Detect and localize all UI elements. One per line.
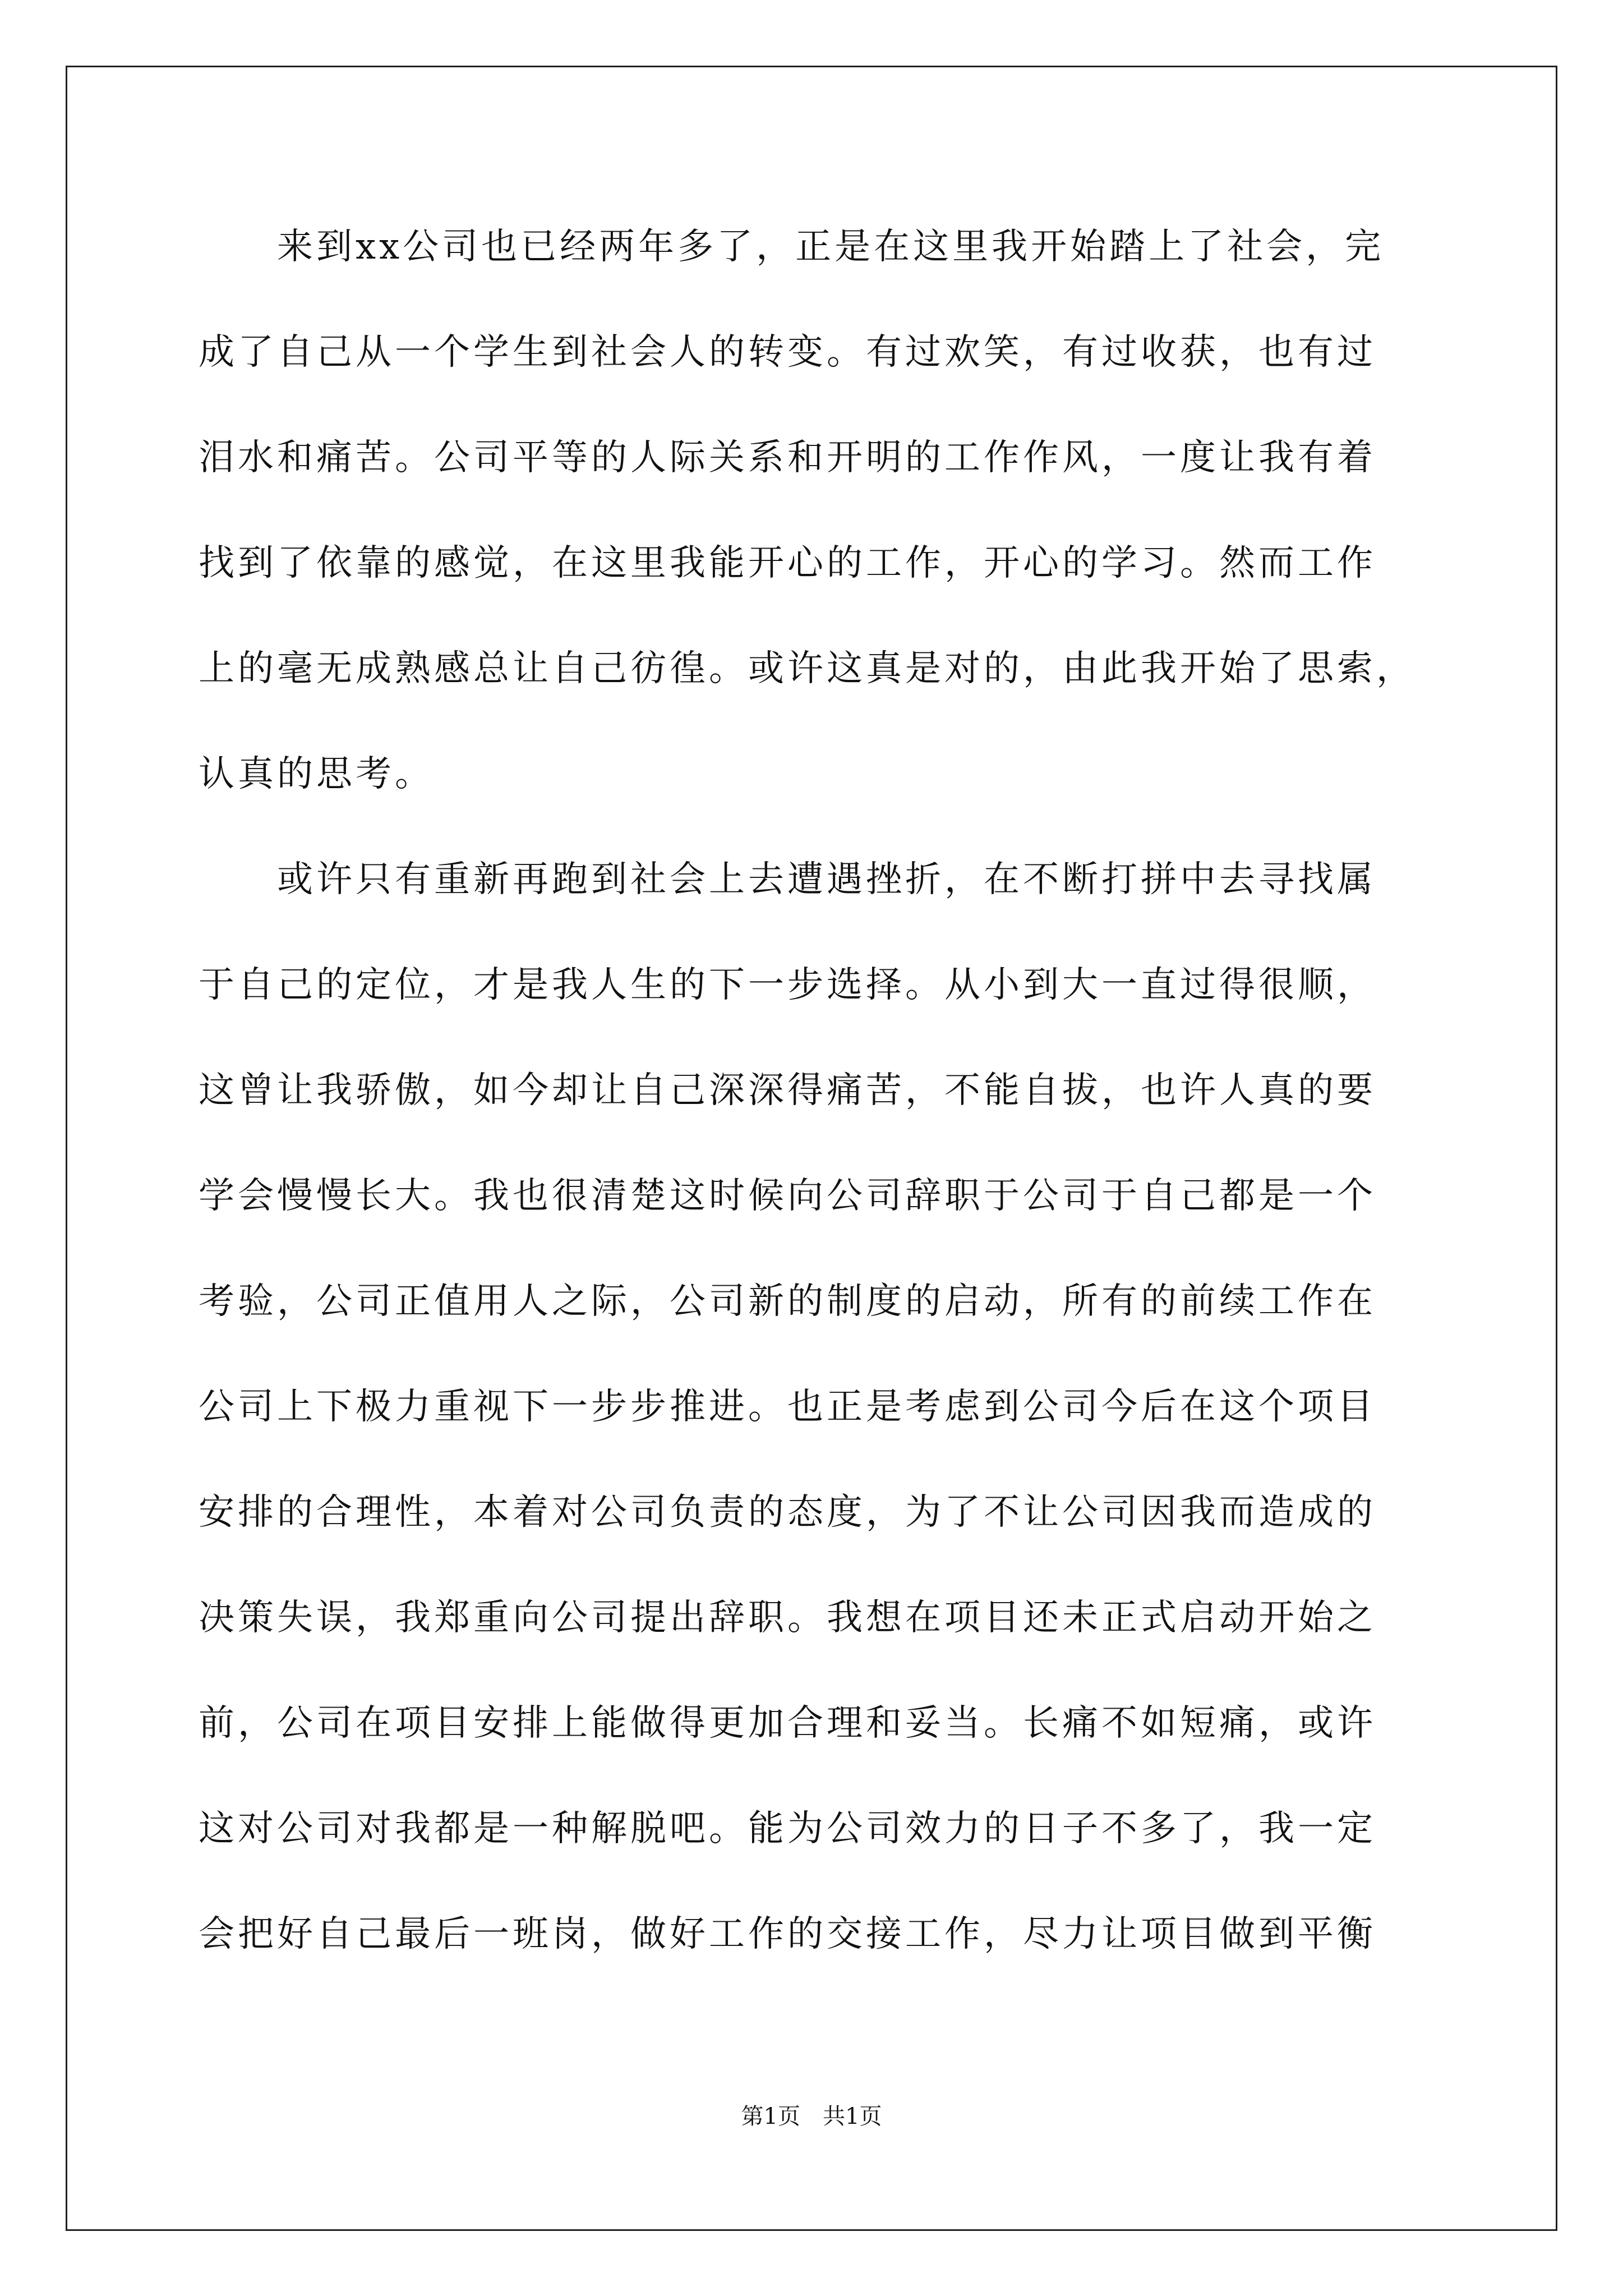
text-line: 上的毫无成熟感总让自己彷徨。或许这真是对的，由此我开始了思索， — [199, 648, 1415, 689]
text-line: 这曾让我骄傲，如今却让自己深深得痛苦，不能自拔，也许人真的要 — [199, 1070, 1376, 1111]
text-line: 会把好自己最后一班岗，做好工作的交接工作，尽力让项目做到平衡 — [199, 1913, 1376, 1955]
page-number-footer: 第1页 共1页 — [741, 2104, 882, 2129]
text-line: 这对公司对我都是一种解脱吧。能为公司效力的日子不多了，我一定 — [199, 1808, 1376, 1849]
text-line: 泪水和痛苦。公司平等的人际关系和开明的工作作风，一度让我有着 — [199, 437, 1376, 478]
text-line: 找到了依靠的感觉，在这里我能开心的工作，开心的学习。然而工作 — [199, 542, 1376, 584]
text-line: 或许只有重新再跑到社会上去遭遇挫折，在不断打拼中去寻找属 — [199, 859, 1376, 900]
text-line: 公司上下极力重视下一步步推进。也正是考虑到公司今后在这个项目 — [199, 1386, 1376, 1428]
text-line: 于自己的定位，才是我人生的下一步选择。从小到大一直过得很顺， — [199, 964, 1376, 1006]
text-line: 安排的合理性，本着对公司负责的态度，为了不让公司因我而造成的 — [199, 1492, 1376, 1533]
text-line: 学会慢慢长大。我也很清楚这时候向公司辞职于公司于自己都是一个 — [199, 1175, 1376, 1217]
text-line: 认真的思考。 — [199, 753, 434, 795]
text-line: 来到xx公司也已经两年多了，正是在这里我开始踏上了社会，完 — [199, 226, 1385, 268]
text-line: 成了自己从一个学生到社会人的转变。有过欢笑，有过收获，也有过 — [199, 332, 1376, 373]
text-line: 考验，公司正值用人之际，公司新的制度的启动，所有的前续工作在 — [199, 1281, 1376, 1322]
text-line: 前，公司在项目安排上能做得更加合理和妥当。长痛不如短痛，或许 — [199, 1703, 1376, 1744]
text-line: 决策失误，我郑重向公司提出辞职。我想在项目还未正式启动开始之 — [199, 1597, 1376, 1639]
